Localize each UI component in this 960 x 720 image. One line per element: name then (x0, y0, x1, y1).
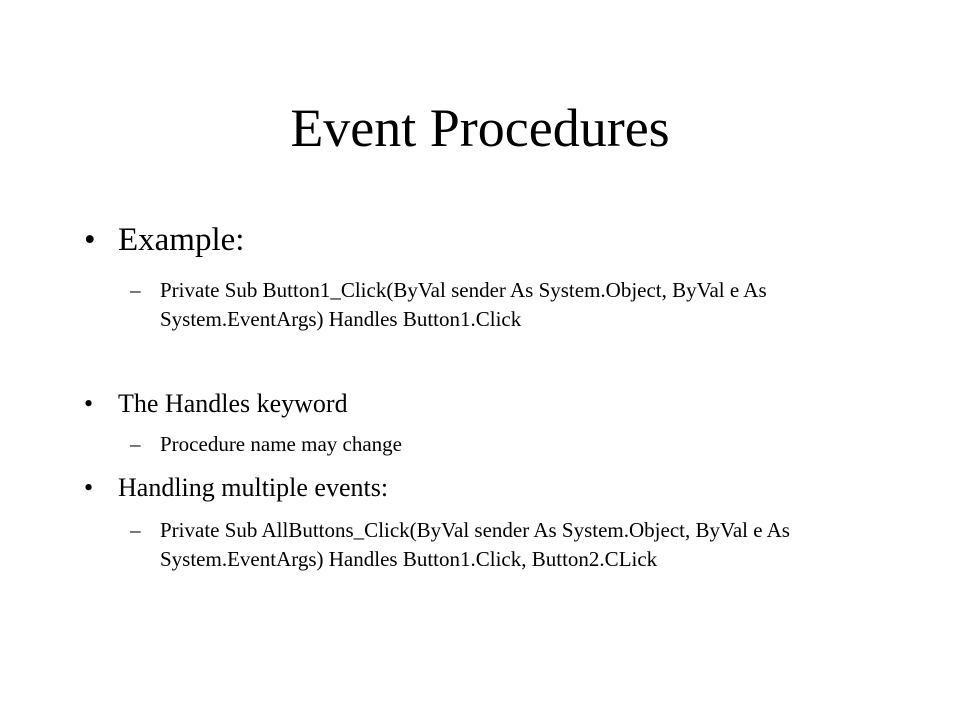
bullet-multiple-events (84, 472, 388, 504)
sub-bullet-example-code (130, 276, 860, 334)
bullet-label: The Handles keyword (118, 389, 348, 418)
sub-bullet-marker: – (130, 278, 141, 302)
sub-bullet-multiple-events-code (130, 516, 860, 574)
sub-bullet-marker: – (130, 518, 141, 542)
sub-bullet-procedure-name (130, 430, 860, 459)
bullet-marker: • (84, 473, 94, 502)
bullet-marker: • (84, 389, 94, 418)
slide-title: Event Procedures (290, 98, 670, 158)
sub-bullet-text: Private Sub Button1_Click(ByVal sender As System.Object, ByVal e As System.EventArgs) Handles Button1.Click (160, 278, 767, 331)
bullet-label: Handling multiple events: (118, 473, 389, 502)
sub-bullet-text: Private Sub AllButtons_Click(ByVal sender As System.Object, ByVal e As System.EventArgs) Handles Button1.Click, Button2.CLick (160, 518, 790, 571)
bullet-handles-keyword (84, 388, 348, 420)
sub-bullet-text: Procedure name may change (160, 432, 402, 456)
bullet-marker: • (84, 222, 96, 258)
sub-bullet-marker: – (130, 432, 141, 456)
bullet-example (84, 220, 244, 260)
bullet-label: Example: (118, 222, 245, 258)
